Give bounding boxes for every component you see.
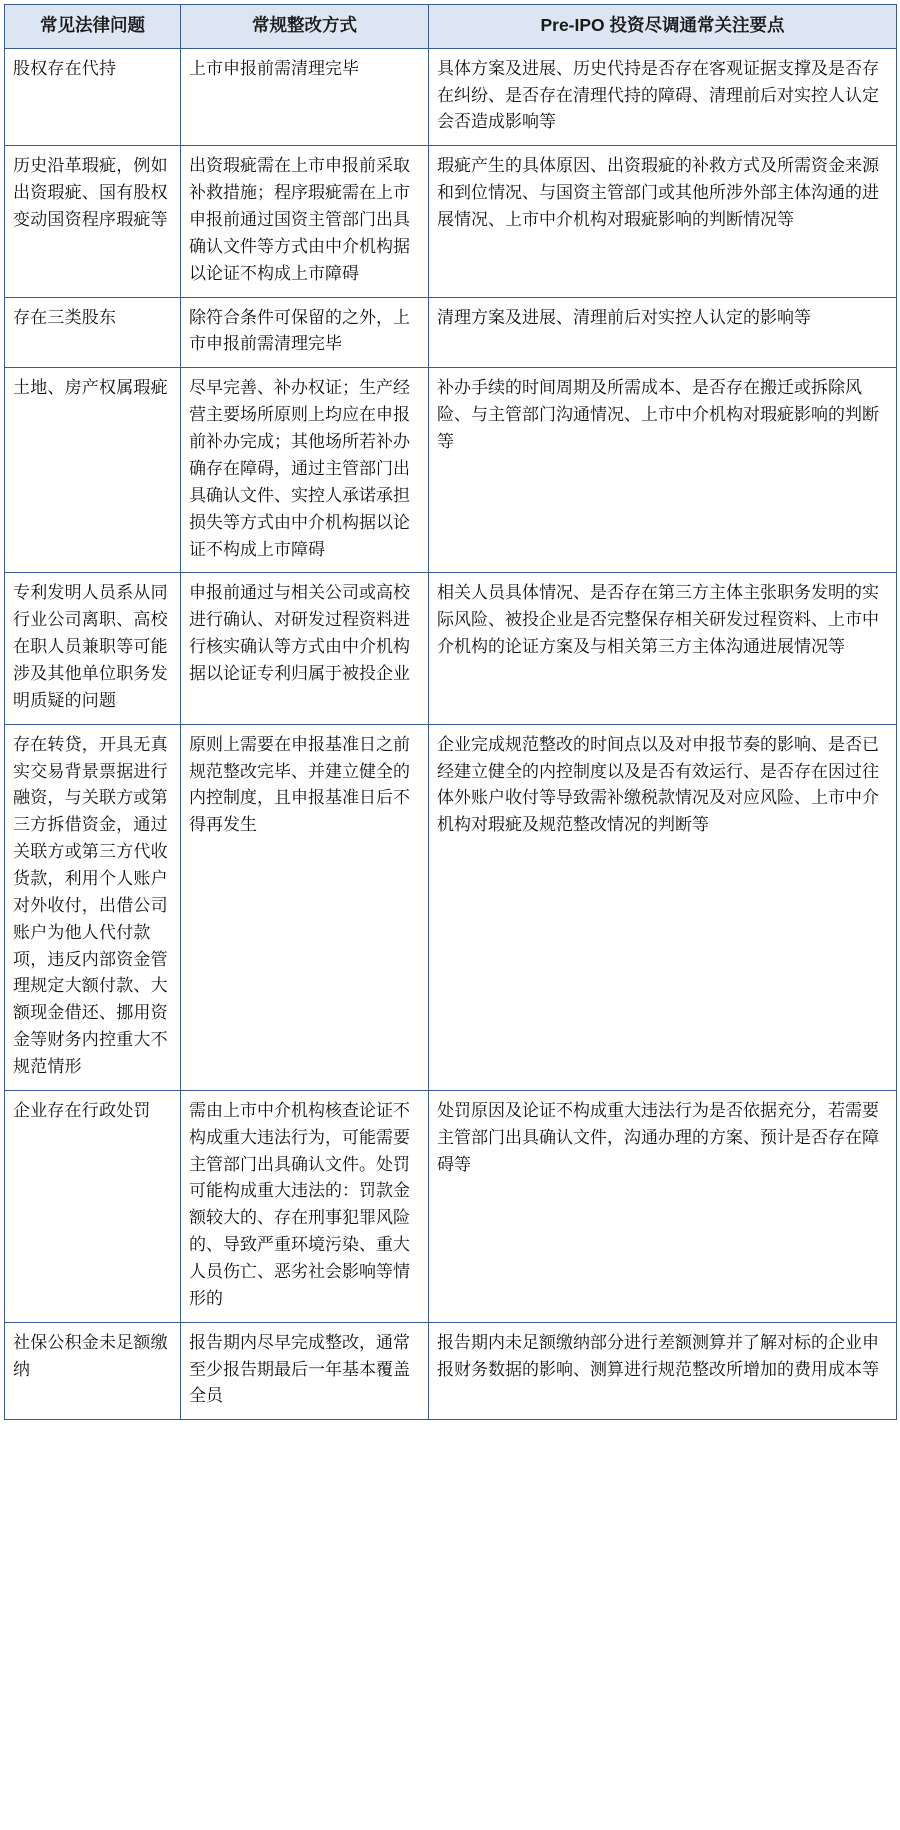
table-body [5,48,897,1420]
cell-diligence: 补办手续的时间周期及所需成本、是否存在搬迁或拆除风险、与主管部门沟通情况、上市中介机构对瑕疵影响的判断等 [429,368,897,573]
table-row [5,297,897,368]
cell-diligence: 相关人员具体情况、是否存在第三方主体主张职务发明的实际风险、被投企业是否完整保存相关研发过程资料、上市中介机构的论证方案及与相关第三方主体沟通进展情况等 [429,573,897,724]
cell-issue: 存在转贷，开具无真实交易背景票据进行融资，与关联方或第三方拆借资金，通过关联方或第三方代收货款，利用个人账户对外收付，出借公司账户为他人代付款项，违反内部资金管理规定大额付款、大额现金借还、挪用资金等财务内控重大不规范情形 [5,724,181,1090]
table-row [5,1090,897,1322]
cell-issue: 专利发明人员系从同行业公司离职、高校在职人员兼职等可能涉及其他单位职务发明质疑的问题 [5,573,181,724]
cell-diligence: 清理方案及进展、清理前后对实控人认定的影响等 [429,297,897,368]
table-header [5,5,897,49]
cell-issue: 土地、房产权属瑕疵 [5,368,181,573]
cell-diligence: 具体方案及进展、历史代持是否存在客观证据支撑及是否存在纠纷、是否存在清理代持的障碍、清理前后对实控人认定会否造成影响等 [429,48,897,146]
cell-rectification: 原则上需要在申报基准日之前规范整改完毕、并建立健全的内控制度，且申报基准日后不得再发生 [181,724,429,1090]
table-row [5,146,897,297]
column-header-rectification: 常规整改方式 [181,5,429,49]
cell-diligence: 报告期内未足额缴纳部分进行差额测算并了解对标的企业申报财务数据的影响、测算进行规范整改所增加的费用成本等 [429,1322,897,1420]
cell-diligence: 处罚原因及论证不构成重大违法行为是否依据充分，若需要主管部门出具确认文件，沟通办理的方案、预计是否存在障碍等 [429,1090,897,1322]
cell-issue: 存在三类股东 [5,297,181,368]
table-row [5,1322,897,1420]
cell-issue: 企业存在行政处罚 [5,1090,181,1322]
cell-issue: 股权存在代持 [5,48,181,146]
cell-diligence: 企业完成规范整改的时间点以及对申报节奏的影响、是否已经建立健全的内控制度以及是否有效运行、是否存在因过往体外账户收付等导致需补缴税款情况及对应风险、上市中介机构对瑕疵及规范整改情况的判断等 [429,724,897,1090]
table-row [5,573,897,724]
cell-rectification: 除符合条件可保留的之外，上市申报前需清理完毕 [181,297,429,368]
legal-issues-table [4,4,897,1420]
column-header-diligence: Pre-IPO 投资尽调通常关注要点 [429,5,897,49]
table-row [5,724,897,1090]
cell-rectification: 出资瑕疵需在上市申报前采取 补救措施；程序瑕疵需在上市申报前通过国资主管部门出具确认文件等方式由中介机构据以论证不构成上市障碍 [181,146,429,297]
cell-rectification: 上市申报前需清理完毕 [181,48,429,146]
cell-issue: 社保公积金未足额缴纳 [5,1322,181,1420]
cell-rectification: 申报前通过与相关公司或高校进行确认、对研发过程资料进行核实确认等方式由中介机构据以论证专利归属于被投企业 [181,573,429,724]
table-header-row [5,5,897,49]
cell-issue: 历史沿革瑕疵，例如出资瑕疵、国有股权变动国资程序瑕疵等 [5,146,181,297]
table-row [5,368,897,573]
cell-rectification: 尽早完善、补办权证；生产经营主要场所原则上均应在申报前补办完成；其他场所若补办确存在障碍，通过主管部门出具确认文件、实控人承诺承担损失等方式由中介机构据以论证不构成上市障碍 [181,368,429,573]
cell-rectification: 报告期内尽早完成整改，通常至少报告期最后一年基本覆盖全员 [181,1322,429,1420]
table-row [5,48,897,146]
column-header-issue: 常见法律问题 [5,5,181,49]
cell-rectification: 需由上市中介机构核查论证不构成重大违法行为，可能需要主管部门出具确认文件。处罚可能构成重大违法的：罚款金额较大的、存在刑事犯罪风险的、导致严重环境污染、重大人员伤亡、恶劣社会影响等情形的 [181,1090,429,1322]
cell-diligence: 瑕疵产生的具体原因、出资瑕疵的补救方式及所需资金来源和到位情况、与国资主管部门或其他所涉外部主体沟通的进展情况、上市中介机构对瑕疵影响的判断情况等 [429,146,897,297]
